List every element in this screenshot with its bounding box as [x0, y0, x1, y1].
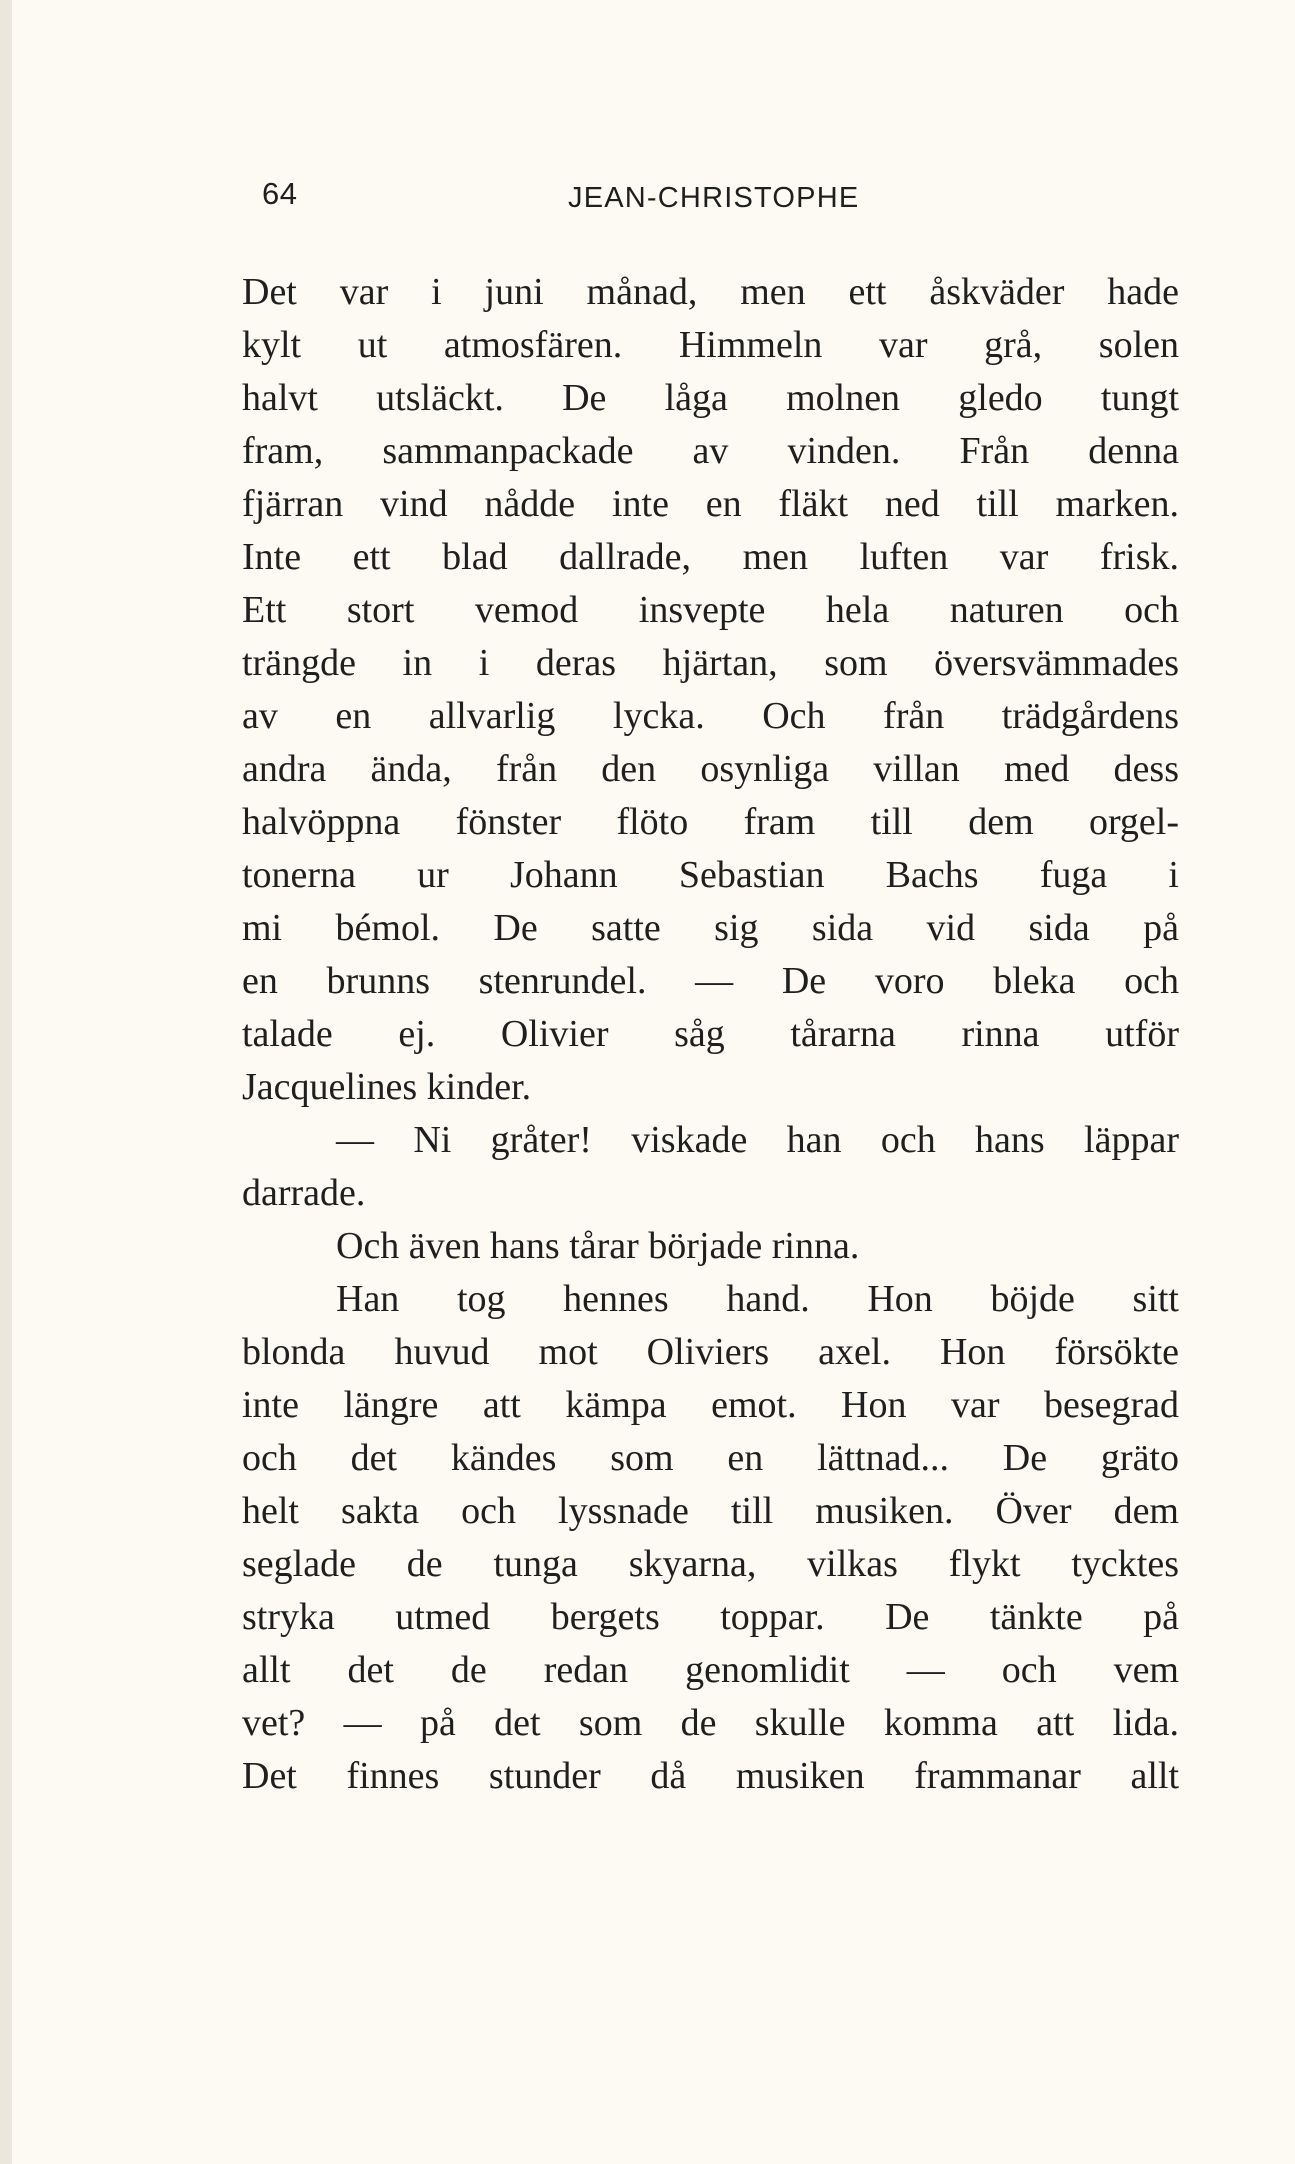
- text-line: Inte ett blad dallrade, men luften var frisk.: [242, 536, 1179, 578]
- body-text: [242, 266, 1179, 1803]
- page-edge: [0, 0, 12, 2164]
- text-line: fjärran vind nådde inte en fläkt ned till marken.: [242, 483, 1179, 525]
- text-line: Det finnes stunder då musiken frammanar allt: [242, 1755, 1179, 1797]
- text-line: halvt utsläckt. De låga molnen gledo tungt: [242, 377, 1179, 419]
- text-line: mi bémol. De satte sig sida vid sida på: [242, 907, 1179, 949]
- text-line: helt sakta och lyssnade till musiken. Över dem: [242, 1490, 1179, 1532]
- text-line: darrade.: [242, 1172, 366, 1214]
- text-line: och det kändes som en lättnad... De gräto: [242, 1437, 1179, 1479]
- text-line: kylt ut atmosfären. Himmeln var grå, solen: [242, 324, 1179, 366]
- text-line: talade ej. Olivier såg tårarna rinna utför: [242, 1013, 1179, 1055]
- text-line: halvöppna fönster flöto fram till dem orgel-: [242, 801, 1179, 843]
- text-line: andra ända, från den osynliga villan med dess: [242, 748, 1179, 790]
- text-line: — Ni gråter! viskade han och hans läppar: [336, 1119, 1179, 1161]
- text-line: Och även hans tårar började rinna.: [336, 1225, 860, 1267]
- text-line: Det var i juni månad, men ett åskväder hade: [242, 271, 1179, 313]
- text-line: vet? — på det som de skulle komma att lida.: [242, 1702, 1179, 1744]
- text-line: Ett stort vemod insvepte hela naturen och: [242, 589, 1179, 631]
- text-line: stryka utmed bergets toppar. De tänkte på: [242, 1596, 1179, 1638]
- text-line: en brunns stenrundel. — De voro bleka och: [242, 960, 1179, 1002]
- text-line: seglade de tunga skyarna, vilkas flykt tycktes: [242, 1543, 1179, 1585]
- text-line: blonda huvud mot Oliviers axel. Hon försökte: [242, 1331, 1179, 1373]
- page-number: 64: [262, 176, 298, 211]
- text-line: Han tog hennes hand. Hon böjde sitt: [336, 1278, 1179, 1320]
- running-title: JEAN-CHRISTOPHE: [568, 182, 860, 214]
- text-line: inte längre att kämpa emot. Hon var besegrad: [242, 1384, 1179, 1426]
- text-line: trängde in i deras hjärtan, som översvämmades: [242, 642, 1179, 684]
- text-line: Jacquelines kinder.: [242, 1066, 532, 1108]
- text-line: fram, sammanpackade av vinden. Från denna: [242, 430, 1179, 472]
- page-header: [262, 176, 1182, 226]
- text-line: av en allvarlig lycka. Och från trädgårdens: [242, 695, 1179, 737]
- text-line: tonerna ur Johann Sebastian Bachs fuga i: [242, 854, 1179, 896]
- text-line: allt det de redan genomlidit — och vem: [242, 1649, 1179, 1691]
